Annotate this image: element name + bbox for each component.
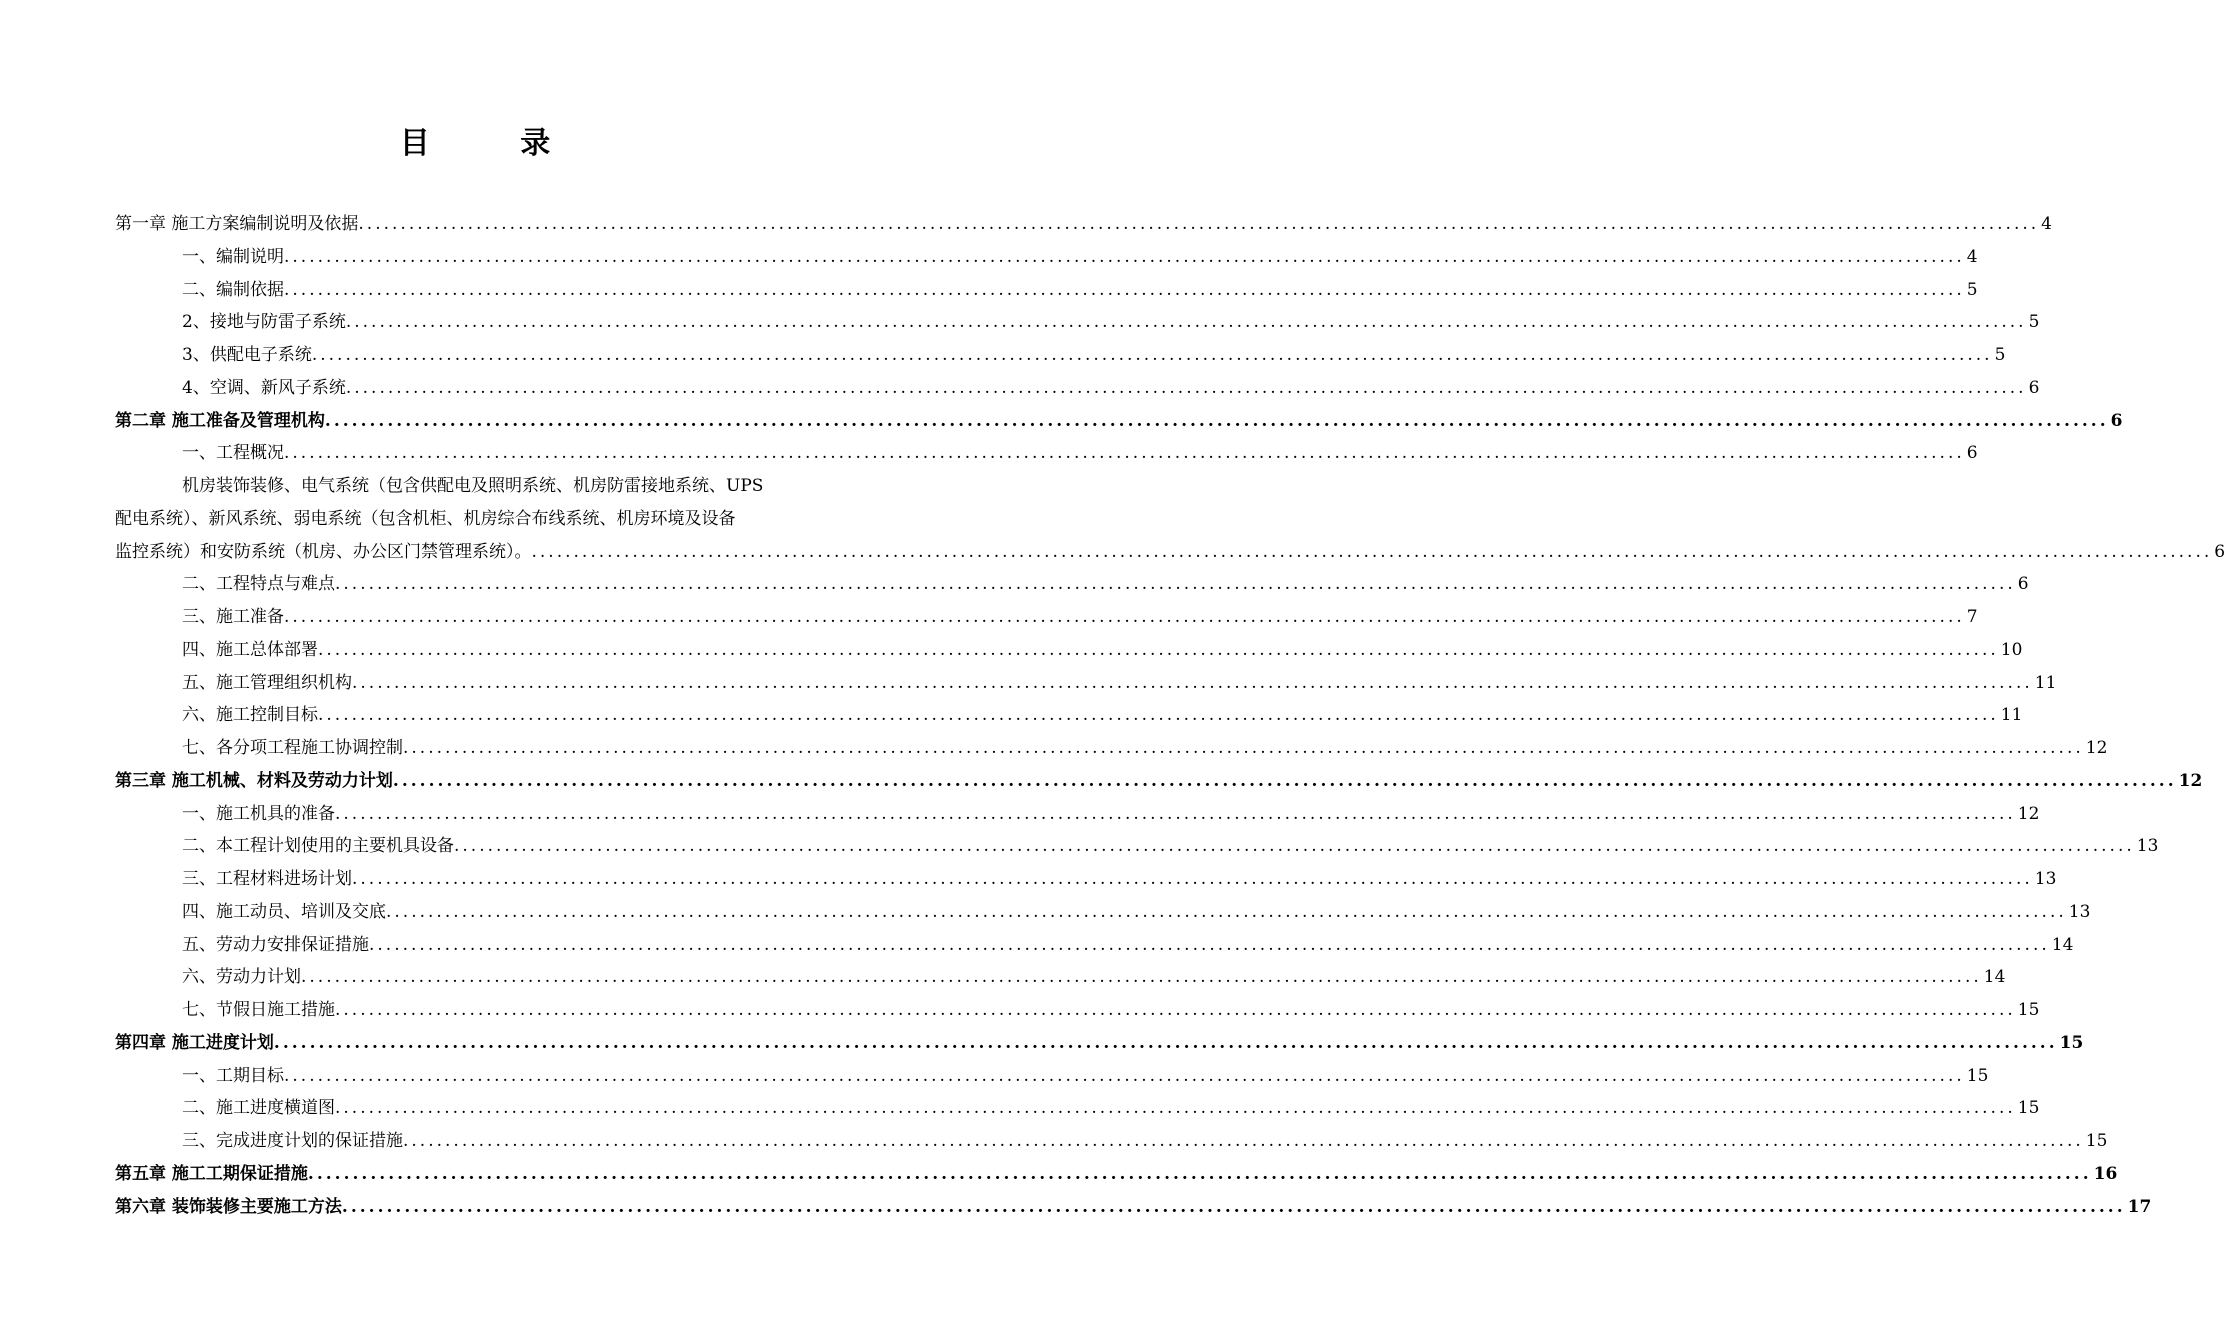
toc-page-number: 5 [1994,345,2006,365]
toc-entry-title: 一、编制说明 [182,246,284,267]
toc-entry-title: 七、节假日施工措施 [182,1000,335,1020]
dot-leader: ........................................................................................................................................................................................................ [318,639,1999,660]
dot-leader: ........................................................................................................................................................................................................ [284,279,1965,300]
toc-page-number: 15 [2085,1131,2108,1151]
toc-entry-title: 二、编制依据 [182,279,284,300]
toc-page-number: 4 [2041,214,2052,234]
table-of-contents [115,208,2225,1223]
dot-leader: ........................................................................................................................................................................................................ [403,1131,2084,1151]
dot-leader: ........................................................................................................................................................................................................ [284,607,1965,627]
toc-entry-title: 二、工程特点与难点 [182,574,335,595]
toc-section-entry[interactable] [115,306,2040,339]
toc-entry-title: 三、完成进度计划的保证措施 [182,1131,403,1151]
toc-page-number: 11 [2034,672,2057,693]
toc-entry-title: 三、工程材料进场计划 [182,869,352,889]
toc-entry-title: 第三章 施工机械、材料及劳动力计划 [115,770,393,791]
toc-section-entry[interactable] [115,798,2040,831]
dot-leader: ........................................................................................................................................................................................................ [324,410,2109,431]
toc-page-number: 13 [2034,869,2057,889]
dot-leader: ........................................................................................................................................................................................................ [531,541,2213,562]
toc-chapter-entry[interactable] [115,765,2203,798]
toc-page-number: 12 [2085,738,2108,758]
toc-entry-paragraph[interactable] [115,470,2225,568]
toc-page-number: 15 [2017,1098,2040,1119]
toc-page-number: 14 [2051,934,2074,955]
toc-page-number: 16 [2093,1163,2118,1184]
toc-entry-title: 第二章 施工准备及管理机构 [115,410,325,431]
dot-leader: ........................................................................................................................................................................................................ [273,1032,2058,1053]
toc-page-number: 12 [2178,770,2203,791]
toc-section-entry[interactable] [115,372,2040,405]
toc-page-number: 5 [1966,279,1978,300]
toc-page-number: 17 [2127,1196,2152,1217]
toc-entry-title: 二、本工程计划使用的主要机具设备 [182,836,454,857]
dot-leader: ........................................................................................................................................................................................................ [369,934,2050,955]
toc-section-entry[interactable] [115,699,2023,732]
dot-leader: ........................................................................................................................................................................................................ [352,672,2033,693]
dot-leader: ........................................................................................................................................................................................................ [341,1196,2126,1217]
toc-entry-title: 2、接地与防雷子系统 [182,312,346,333]
dot-leader: ........................................................................................................................................................................................................ [335,1098,2016,1119]
dot-leader: ........................................................................................................................................................................................................ [335,803,2016,824]
toc-entry-title: 第五章 施工工期保证措施 [115,1163,308,1184]
toc-entry-title: 五、劳动力安排保证措施 [182,934,369,955]
toc-page-number: 15 [2059,1032,2084,1053]
toc-section-entry[interactable] [115,863,2057,896]
toc-chapter-entry[interactable] [115,1027,2084,1060]
toc-page-number: 15 [2017,1000,2040,1020]
dot-leader: ........................................................................................................................................................................................................ [403,738,2084,758]
toc-chapter-entry[interactable] [115,208,2052,241]
dot-leader: ........................................................................................................................................................................................................ [301,967,1982,988]
toc-page-number: 6 [2110,410,2123,431]
toc-page-number: 6 [2017,574,2029,595]
toc-entry-title: 一、工程概况 [182,443,284,464]
toc-page-number: 7 [1966,607,1978,627]
toc-entry-title: 六、劳动力计划 [182,967,301,988]
toc-section-entry[interactable] [115,1060,1989,1093]
dot-leader: ........................................................................................................................................................................................................ [307,1163,2092,1184]
toc-entry-title: 第一章 施工方案编制说明及依据 [115,214,359,234]
dot-leader: ........................................................................................................................................................................................................ [392,770,2177,791]
toc-section-entry[interactable] [115,994,2040,1027]
dot-leader: ........................................................................................................................................................................................................ [345,312,2027,333]
toc-section-entry[interactable] [115,241,1978,274]
dot-leader: ........................................................................................................................................................................................................ [352,869,2033,889]
toc-section-entry[interactable] [115,274,1978,307]
toc-section-entry[interactable] [115,961,2006,994]
dot-leader: ........................................................................................................................................................................................................ [335,1000,2016,1020]
toc-entry-title: 一、施工机具的准备 [182,803,335,824]
toc-page-number: 10 [2000,639,2023,660]
toc-entry-title: 二、施工进度横道图 [182,1098,335,1119]
toc-entry-title: 第四章 施工进度计划 [115,1032,274,1053]
page-title: 目 录 [399,126,591,161]
dot-leader: ........................................................................................................................................................................................................ [386,901,2067,922]
toc-section-entry[interactable] [115,339,2006,372]
toc-entry-line: 配电系统）、新风系统、弱电系统（包含机柜、机房综合布线系统、机房环境及设备 [115,508,736,529]
toc-page-number: 13 [2136,836,2159,857]
dot-leader: ........................................................................................................................................................................................................ [335,574,2016,595]
toc-entry-line: 监控系统）和安防系统（机房、办公区门禁管理系统）。 [115,541,532,562]
toc-section-entry[interactable] [115,568,2029,601]
toc-entry-title: 一、工期目标 [182,1065,284,1086]
toc-entry-title: 三、施工准备 [182,607,284,627]
dot-leader: ........................................................................................................................................................................................................ [311,345,1993,365]
dot-leader: ........................................................................................................................................................................................................ [454,836,2135,857]
dot-leader: ........................................................................................................................................................................................................ [345,377,2027,398]
toc-page-number: 13 [2068,901,2091,922]
toc-chapter-entry[interactable] [115,1191,2152,1224]
dot-leader: ........................................................................................................................................................................................................ [284,1065,1965,1086]
toc-page-number: 14 [1983,967,2006,988]
toc-section-entry[interactable] [115,667,2057,700]
toc-chapter-entry[interactable] [115,405,2123,438]
toc-entry-title: 四、施工动员、培训及交底 [182,901,386,922]
dot-leader: ........................................................................................................................................................................................................ [318,705,1999,726]
dot-leader: ........................................................................................................................................................................................................ [284,246,1965,267]
toc-page-number: 5 [2028,312,2040,333]
toc-page-number: 6 [1966,443,1978,464]
toc-chapter-entry[interactable] [115,1158,2118,1191]
toc-entry-title: 四、施工总体部署 [182,639,318,660]
toc-section-entry[interactable] [115,634,2023,667]
toc-page-number: 11 [2000,705,2023,726]
toc-page-number: 6 [2028,377,2040,398]
toc-entry-title: 五、施工管理组织机构 [182,672,352,693]
toc-section-entry[interactable] [115,929,2074,962]
toc-page-number: 12 [2017,803,2040,824]
toc-section-entry[interactable] [115,732,2108,765]
dot-leader: ........................................................................................................................................................................................................ [358,214,2040,234]
toc-section-entry[interactable] [115,1125,2108,1158]
toc-section-entry[interactable] [115,1092,2040,1125]
toc-page-number: 4 [1966,246,1978,267]
toc-page-number: 15 [1966,1065,1989,1086]
toc-entry-title: 4、空调、新风子系统 [182,377,346,398]
toc-entry-title: 3、供配电子系统 [182,345,312,365]
dot-leader: ........................................................................................................................................................................................................ [284,443,1965,464]
toc-section-entry[interactable] [115,896,2091,929]
toc-entry-title: 七、各分项工程施工协调控制 [182,738,403,758]
toc-section-entry[interactable] [115,601,1978,634]
toc-page-number: 6 [2214,541,2225,562]
toc-entry-title: 第六章 装饰装修主要施工方法 [115,1196,342,1217]
toc-section-entry[interactable] [115,830,2159,863]
toc-entry-line: 机房装饰装修、电气系统（包含供配电及照明系统、机房防雷接地系统、UPS [182,476,764,496]
toc-section-entry[interactable] [115,437,1978,470]
toc-entry-title: 六、施工控制目标 [182,705,318,726]
